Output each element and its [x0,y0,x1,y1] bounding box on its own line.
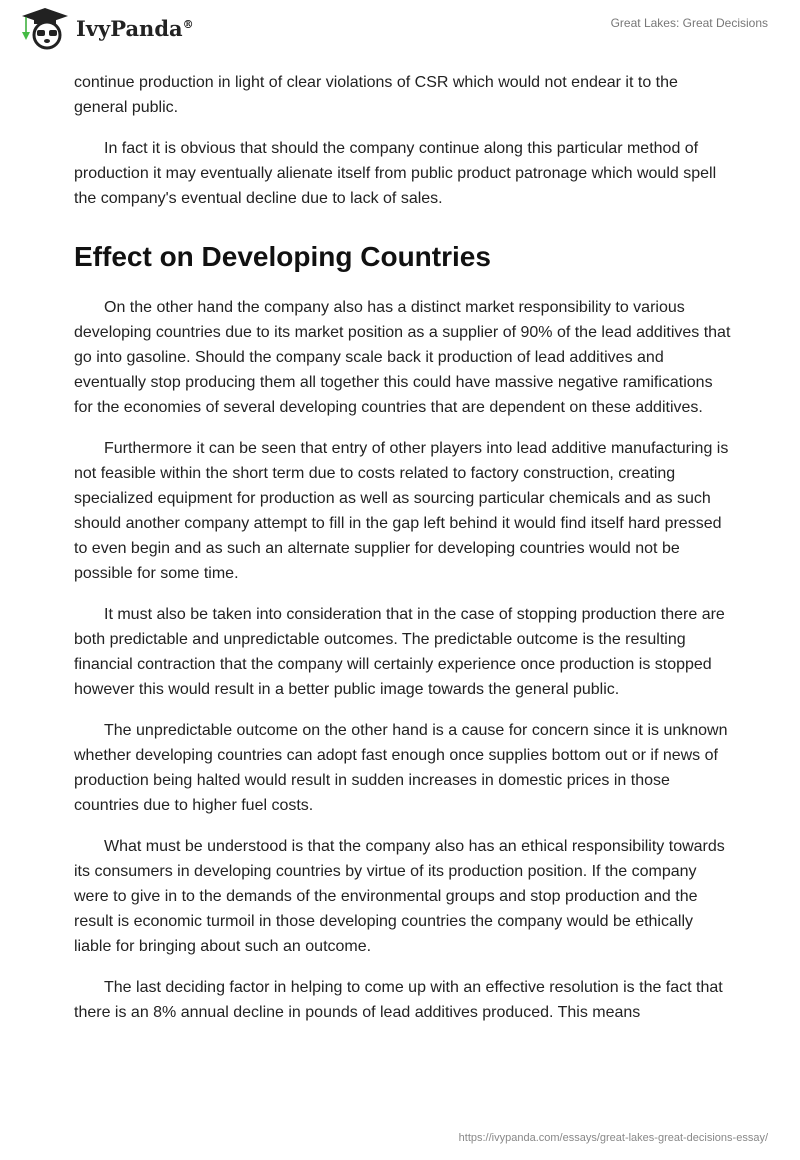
document-title: Great Lakes: Great Decisions [610,16,768,30]
paragraph: On the other hand the company also has a distinct market responsibility to various developing countries due to its market position as a supplier of 90% of the lead additives that go into gasoline. Should the company scale back it production of lead additives and eventually stop producing them all together this could have massive negative ramifications for the economies of several developing countries that are dependent on these additives. [74,299,731,416]
paragraph: Furthermore it can be seen that entry of other players into lead additive manufacturing is not feasible within the short term due to costs related to factory construction, creating specialized equipment for production as well as sourcing particular chemicals and as such should another company attempt to fill in the gap left behind it would find itself hard pressed to even begin and as such an alternate supplier for developing countries would not be possible for some time. [74,440,729,582]
header [0,0,800,50]
paragraph: What must be understood is that the company also has an ethical responsibility towards its consumers in developing countries by virtue of its production position. If the company were to give in to the demands of the environmental groups and stop production and the result is economic turmoil in those developing countries the company would be ethically liable for bringing about such an outcome. [74,838,725,955]
paragraph: It must also be taken into consideration that in the case of stopping production there are both predictable and unpredictable outcomes. The predictable outcome is the resulting financial contraction that the company will certainly experience once production is stopped however this would result in a better public image towards the general public. [74,606,725,698]
essay-content [74,70,734,1041]
paragraph: In fact it is obvious that should the company continue along this particular method of production it may eventually alienate itself from public product patronage which would spell the company's eventual decline due to lack of sales. [74,140,717,207]
brand-name: IvyPanda® [76,15,194,41]
logo[interactable] [20,6,194,50]
paragraph: continue production in light of clear violations of CSR which would not endear it to the general public. [74,74,678,116]
paragraph: The last deciding factor in helping to come up with an effective resolution is the fact that there is an 8% annual decline in pounds of lead additives produced. This means [74,979,723,1021]
panda-logo-icon [20,6,70,50]
paragraph: The unpredictable outcome on the other hand is a cause for concern since it is unknown whether developing countries can adopt fast enough once supplies bottom out or if news of production being halted would result in sudden increases in domestic prices in those countries due to higher fuel costs. [74,722,728,814]
section-heading: Effect on Developing Countries [74,241,491,272]
source-url[interactable]: https://ivypanda.com/essays/great-lakes-great-decisions-essay/ [458,1132,768,1144]
